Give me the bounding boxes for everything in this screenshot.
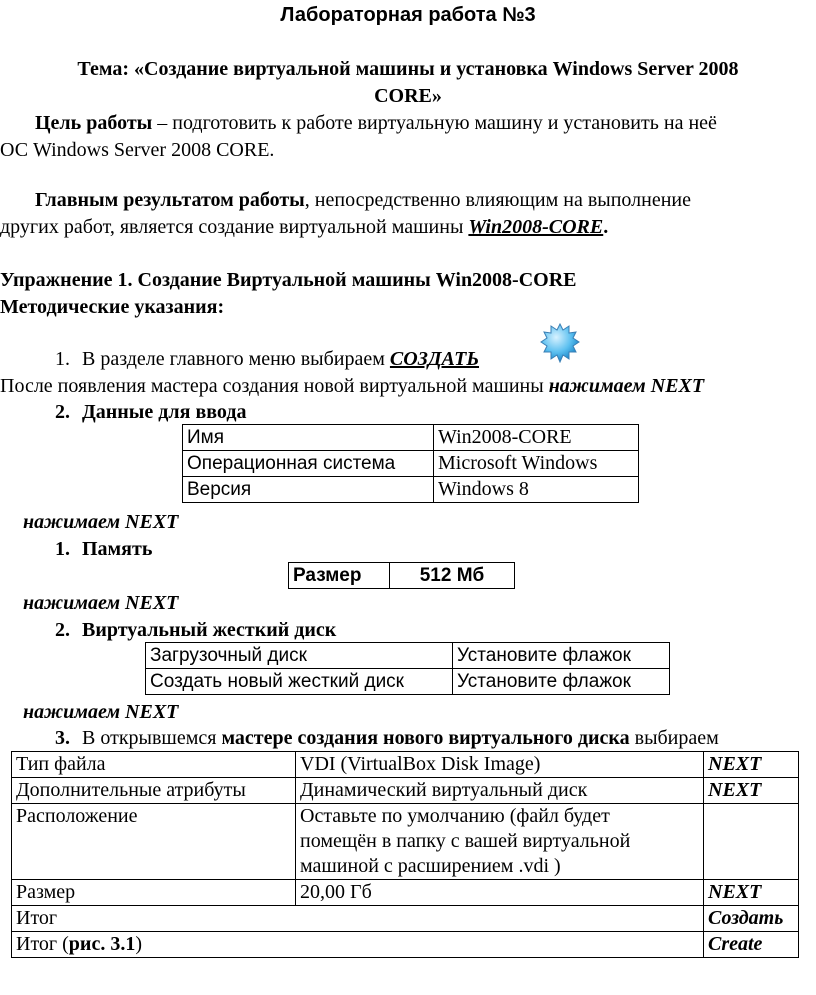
next-note-1: нажимаем NEXT — [23, 511, 179, 533]
disk-table — [145, 642, 670, 695]
create-action: СОЗДАТЬ — [389, 348, 480, 370]
table-cell: Имя — [183, 425, 434, 451]
table-cell: 20,00 Гб — [296, 880, 704, 906]
location-line-1: Оставьте по умолчанию (файл будет — [300, 805, 610, 827]
disk-heading — [55, 618, 336, 642]
table-row — [12, 778, 799, 804]
wizard-table — [11, 751, 799, 958]
disk-title: Виртуальный жесткий диск — [82, 619, 337, 641]
table-row — [12, 752, 799, 778]
table-cell: Динамический виртуальный диск — [296, 778, 704, 804]
table-cell — [704, 804, 799, 880]
wizard-text-2: выбираем — [629, 727, 719, 749]
step-1-text: В разделе главного меню выбираем — [82, 348, 390, 370]
wizard-text-1: В открывшемся — [82, 727, 222, 749]
result-text: , непосредственно влияющим на выполнение — [304, 189, 691, 211]
table-row — [183, 451, 639, 477]
after-step-1-text: После появления мастера создания новой виртуальной машины — [0, 375, 549, 397]
step-1 — [55, 347, 479, 371]
table-cell: Win2008-CORE — [434, 425, 639, 451]
step-2 — [55, 400, 246, 424]
table-cell: Установите флажок — [453, 669, 670, 695]
result-text-2: других работ, является создание виртуальной машины — [0, 216, 469, 238]
table-cell: Установите флажок — [453, 643, 670, 669]
memory-number: 1. — [55, 538, 70, 560]
table-cell: Создать новый жесткий диск — [146, 669, 453, 695]
table-cell: Create — [704, 932, 799, 958]
goal-text: – подготовить к работе виртуальную машину и установить на неё — [152, 112, 717, 134]
goal-label: Цель работы — [35, 112, 153, 134]
table-row — [289, 563, 515, 589]
table-cell: 512 Мб — [390, 563, 515, 589]
table-row — [12, 880, 799, 906]
table-cell: Расположение — [12, 804, 296, 880]
memory-table — [288, 562, 515, 589]
table-cell: Размер — [289, 563, 390, 589]
table-cell — [296, 804, 704, 880]
create-star-icon — [540, 323, 580, 363]
table-row — [146, 669, 670, 695]
table-cell: Итог — [12, 906, 704, 932]
location-line-3: машиной с расширением .vdi ) — [300, 855, 561, 877]
table-cell: Тип файла — [12, 752, 296, 778]
goal-paragraph — [35, 111, 717, 135]
memory-title: Память — [82, 538, 153, 560]
result-paragraph-2 — [0, 215, 608, 239]
wizard-number: 3. — [55, 727, 70, 749]
goal-text-2: ОС Windows Server 2008 CORE. — [0, 139, 275, 161]
table-cell: Загрузочный диск — [146, 643, 453, 669]
exercise-subtitle: Методические указания: — [0, 296, 225, 318]
table-row — [12, 906, 799, 932]
figure-reference: рис. 3.1 — [68, 933, 136, 955]
step-1-number: 1. — [55, 348, 70, 370]
table-row — [146, 643, 670, 669]
table-cell: NEXT — [704, 778, 799, 804]
table-cell: Microsoft Windows — [434, 451, 639, 477]
table-cell — [12, 932, 704, 958]
table-cell: NEXT — [704, 880, 799, 906]
result-end: . — [603, 216, 609, 238]
result-label: Главным результатом работы — [35, 189, 305, 211]
step-2-title: Данные для ввода — [82, 401, 247, 423]
memory-heading — [55, 537, 152, 561]
next-note-2: нажимаем NEXT — [23, 592, 179, 614]
table-row — [183, 477, 639, 503]
table-cell: Версия — [183, 477, 434, 503]
disk-number: 2. — [55, 619, 70, 641]
table-cell: NEXT — [704, 752, 799, 778]
table-cell: Windows 8 — [434, 477, 639, 503]
topic-line-2: CORE» — [374, 85, 442, 107]
table-cell: VDI (VirtualBox Disk Image) — [296, 752, 704, 778]
wizard-heading — [55, 726, 719, 750]
vm-name: Win2008-CORE — [468, 216, 604, 238]
input-data-table — [182, 424, 639, 503]
table-row — [12, 932, 799, 958]
location-line-2: помещён в папку с вашей виртуальной — [300, 830, 631, 852]
table-cell: Создать — [704, 906, 799, 932]
after-step-1 — [0, 374, 704, 398]
topic-line-1: Тема: «Создание виртуальной машины и установка Windows Server 2008 — [77, 58, 739, 80]
table-row — [183, 425, 639, 451]
table-row — [12, 804, 799, 880]
page-title: Лабораторная работа №3 — [280, 4, 536, 26]
total2-label: Итог ( — [16, 933, 69, 955]
result-paragraph — [35, 188, 691, 212]
table-cell: Дополнительные атрибуты — [12, 778, 296, 804]
wizard-bold: мастере создания нового виртуального диска — [221, 727, 630, 749]
table-cell: Операционная система — [183, 451, 434, 477]
step-2-number: 2. — [55, 401, 70, 423]
table-cell: Размер — [12, 880, 296, 906]
next-note-3: нажимаем NEXT — [23, 701, 179, 723]
after-step-1-action: нажимаем NEXT — [548, 375, 705, 397]
exercise-title: Упражнение 1. Создание Виртуальной машины Win2008-CORE — [0, 269, 577, 291]
total2-close: ) — [135, 933, 142, 955]
